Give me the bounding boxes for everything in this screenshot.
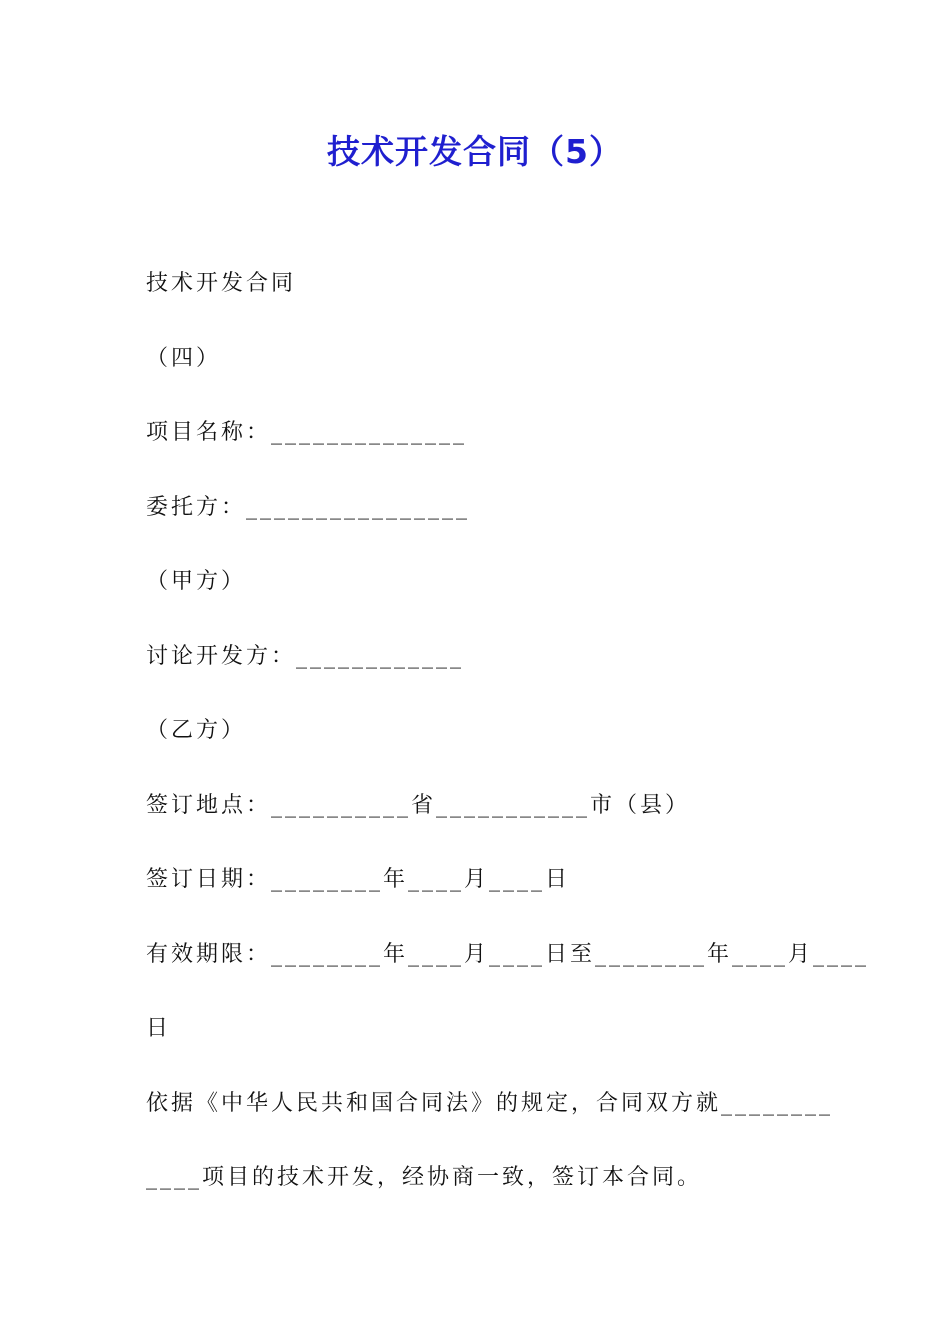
project-name-field: 项目名称：______________ [146,420,468,445]
contract-number: （四） [146,345,222,371]
validity-period-field: 有效期限：________年____月____日至________年____月____ [146,941,870,967]
client-field: 委托方：________________ [146,494,471,520]
developer-field: 讨论开发方：____________ [146,643,465,669]
validity-period-continued: 日 [146,1016,172,1041]
party-a-label: （甲方） [146,569,247,594]
page-title: 技术开发合同（5） [327,132,623,171]
signing-place-field: 签订地点：__________省___________市（县） [146,792,691,818]
contract-heading: 技术开发合同 [146,271,297,296]
signing-date-field: 签订日期：________年____月____日 [146,867,571,892]
party-b-label: （乙方） [146,718,247,743]
preamble-line-2: ____项目的技术开发，经协商一致，签订本合同。 [146,1165,703,1190]
preamble-line-1: 依据《中华人民共和国合同法》的规定，合同双方就________ [146,1090,834,1116]
document-body [146,264,870,1233]
